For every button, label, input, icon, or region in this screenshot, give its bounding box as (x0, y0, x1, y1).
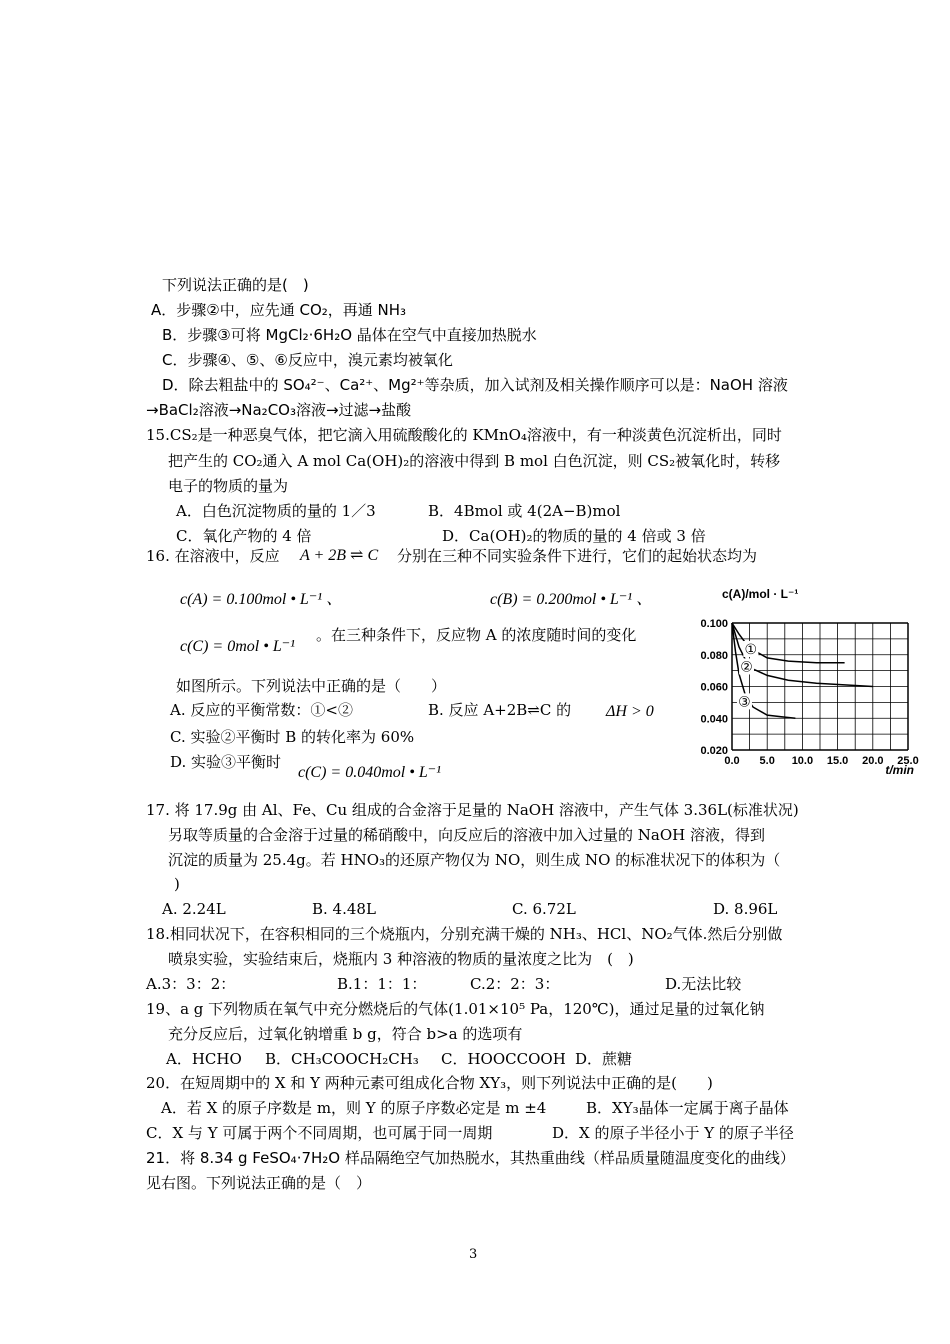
y-tick-label: 0.020 (700, 745, 728, 757)
x-tick-label: 10.0 (791, 755, 814, 767)
q15-option-c: C．氧化产物的 4 倍 (176, 527, 312, 545)
q16-option-d-math: c(C) = 0.040mol • L⁻¹ (298, 764, 441, 781)
q16-reaction-equation: A + 2B ⇌ C (300, 547, 379, 564)
q16-option-d: D. 实验③平衡时 (170, 753, 282, 771)
q16-initial-cB: c(B) = 0.200mol • L⁻¹ 、 (490, 591, 653, 608)
q21-line1: 21．将 8.34 g FeSO₄·7H₂O 样品隔绝空气加热脱水，其热重曲线（样品质量随温度变化的曲线） (146, 1149, 795, 1167)
concentration-time-chart (686, 580, 950, 780)
q20-option-a: A．若 X 的原子序数是 m，则 Y 的原子序数必定是 m ±4 (161, 1099, 547, 1117)
q17-line2: 另取等质量的合金溶于过量的稀硝酸中，向反应后的溶液中加入过量的 NaOH 溶液，得到 (168, 826, 765, 844)
q16-initial-cC: c(C) = 0mol • L⁻¹ (180, 638, 295, 655)
x-tick-label: 25.0 (897, 755, 919, 767)
q16-option-c: C. 实验②平衡时 B 的转化率为 60% (170, 728, 415, 746)
q14-option-a: A．步骤②中，应先通 CO₂，再通 NH₃ (151, 301, 407, 319)
q17-line3: 沉淀的质量为 25.4g。若 HNO₃的还原产物仅为 NO，则生成 NO 的标准状况下的体积为（ (168, 851, 781, 869)
q20-line1: 20．在短周期中的 X 和 Y 两种元素可组成化合物 XY₃，则下列说法中正确的是( ) (146, 1074, 713, 1092)
q16-initial-cA: c(A) = 0.100mol • L⁻¹ 、 (180, 591, 343, 608)
q18-option-b: B.1：1：1： (337, 975, 427, 993)
q18-line2: 喷泉实验，实验结束后，烧瓶内 3 种溶液的物质的量浓度之比为 ( ) (168, 950, 634, 968)
y-tick-label: 0.080 (700, 649, 728, 662)
q20-option-d: D．X 的原子半径小于 Y 的原子半径 (552, 1124, 794, 1142)
q16-line3: 。在三种条件下，反应物 A 的浓度随时间的变化 (316, 626, 637, 644)
q14-option-b: B．步骤③可将 MgCl₂·6H₂O 晶体在空气中直接加热脱水 (162, 326, 537, 344)
q16-option-a: A. 反应的平衡常数：①<② (170, 701, 353, 719)
y-tick-label: 0.100 (700, 618, 728, 630)
x-tick-label: 5.0 (759, 755, 775, 767)
q19-option-b: B．CH₃COOCH₂CH₃ (265, 1050, 419, 1068)
q16-line4: 如图所示。下列说法中正确的是（ ） (176, 677, 447, 695)
x-tick-label: 20.0 (862, 755, 884, 767)
q14-intro: 下列说法正确的是( ) (162, 276, 309, 294)
series-label-1: ① (744, 640, 758, 657)
q19-option-a: A．HCHO (166, 1050, 242, 1068)
y-tick-label: 0.060 (700, 681, 728, 694)
q14-option-d-line1: D．除去粗盐中的 SO₄²⁻、Ca²⁺、Mg²⁺等杂质，加入试剂及相关操作顺序可以是：NaOH 溶液 (162, 376, 788, 394)
q17-line1: 17. 将 17.9g 由 Al、Fe、Cu 组成的合金溶于足量的 NaOH 溶液中，产生气体 3.36L(标准状况) (146, 801, 799, 819)
x-tick-label: 0.0 (724, 755, 740, 767)
x-tick-label: 15.0 (826, 755, 849, 767)
q15-option-a: A．白色沉淀物质的量的 1／3 (176, 502, 376, 520)
q21-line2: 见右图。下列说法正确的是（ ） (146, 1174, 372, 1192)
q17-option-d: D. 8.96L (713, 900, 778, 918)
q17-line4: ) (174, 875, 180, 893)
q19-option-c: C．HOOCCOOH (441, 1050, 566, 1068)
q16-option-b: B. 反应 A+2B⇌C 的 (428, 701, 572, 719)
q18-option-a: A.3：3：2： (146, 975, 236, 993)
q16-option-b-math: ΔH > 0 (606, 703, 654, 720)
q15-option-b: B．4Bmol 或 4(2A−B)mol (428, 502, 621, 520)
q18-option-d: D.无法比较 (665, 975, 742, 993)
q19-option-d: D．蔗糖 (575, 1050, 633, 1068)
q15-line1: 15.CS₂是一种恶臭气体，把它滴入用硫酸酸化的 KMnO₄溶液中，有一种淡黄色沉淀析出，同时 (146, 426, 782, 444)
y-tick-label: 0.040 (700, 713, 728, 726)
q20-option-c: C．X 与 Y 可属于两个不同周期，也可属于同一周期 (146, 1124, 493, 1142)
q17-option-b: B. 4.48L (312, 900, 376, 918)
series-label-3: ③ (738, 693, 751, 710)
q15-line3: 电子的物质的量为 (168, 477, 289, 495)
q20-option-b: B．XY₃晶体一定属于离子晶体 (586, 1099, 789, 1117)
q17-option-a: A. 2.24L (162, 900, 226, 918)
q19-line2: 充分反应后，过氧化钠增重 b g，符合 b>a 的选项有 (168, 1025, 523, 1043)
q17-option-c: C. 6.72L (512, 900, 576, 918)
q18-option-c: C.2：2：3： (470, 975, 560, 993)
q16-line1-start: 16. 在溶液中，反应 (146, 547, 280, 565)
q14-option-d-line2: →BaCl₂溶液→Na₂CO₃溶液→过滤→盐酸 (146, 401, 412, 419)
q19-line1: 19、a g 下列物质在氧气中充分燃烧后的气体(1.01×10⁵ Pa，120℃)，通过足量的过氧化钠 (146, 1000, 765, 1018)
series-label-2: ② (740, 658, 753, 675)
page-number: 3 (469, 1247, 478, 1262)
q15-option-d: D．Ca(OH)₂的物质的量的 4 倍或 3 倍 (442, 527, 706, 545)
q15-line2: 把产生的 CO₂通入 A mol Ca(OH)₂的溶液中得到 B mol 白色沉淀，则 CS₂被氧化时，转移 (168, 452, 781, 470)
y-axis-label: c(A)/mol · L⁻¹ (722, 587, 799, 601)
q14-option-c: C．步骤④、⑤、⑥反应中，溴元素均被氧化 (162, 351, 453, 369)
q18-line1: 18.相同状况下，在容积相同的三个烧瓶内，分别充满干燥的 NH₃、HCl、NO₂气体.然后分别做 (146, 925, 783, 943)
q16-line1-end: 分别在三种不同实验条件下进行，它们的起始状态均为 (397, 547, 758, 565)
x-axis-label: t/min (885, 763, 914, 777)
